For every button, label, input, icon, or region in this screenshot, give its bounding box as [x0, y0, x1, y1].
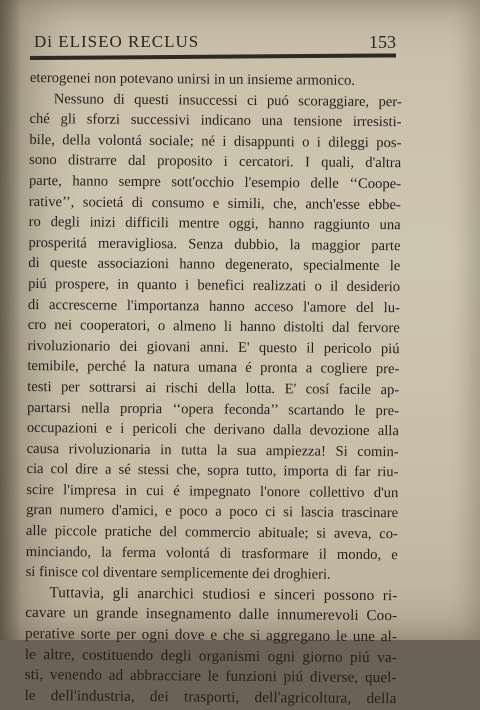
text-line: parte, hanno sempre sott'occhio l'esempio delle ‘‘Coope- — [28, 172, 402, 193]
text-line: rivoluzionario dei giovani anni. E' questo il pericolo piú — [27, 337, 400, 357]
text-line: minciando, la ferma volontá di trasformare il mondo, e — [25, 543, 398, 563]
text-line: testi per sottrarsi ai rischi della lotta. E' cosí facile ap- — [27, 378, 400, 399]
text-line: di queste associazioni hanno degenerato, specialmente le — [28, 255, 401, 275]
text-line: piú prospere, in quanto i benefici realizzati o il desiderio — [28, 275, 401, 296]
text-line: rative’’, societá di consumo e simili, che, anch'esse ebbe- — [28, 193, 401, 213]
text-line: partarsi nella propria ‘‘opera feconda’’ scartando le pre- — [26, 399, 400, 419]
spine-shadow — [0, 0, 22, 640]
running-title: Di ELISEO RECLUS — [34, 32, 200, 51]
text-line: ro degli inizi difficili mentre oggi, hanno raggiunto una — [28, 214, 401, 234]
text-line: Tuttavia, gli anarchici studiosi e sinceri possono ri- — [49, 584, 398, 605]
text-line: Nessuno di questi insuccessi ci puó scoraggiare, per- — [53, 90, 402, 110]
text-line: sti, venendo ad abbracciare le funzioni piú diverse, quel- — [24, 666, 397, 687]
text-line: cro nei cooperatori, o almeno li hanno distolti dal fervore — [27, 317, 400, 337]
text-line: scire l'impresa in cui é impegnato l'onore collettivo d'un — [26, 481, 399, 502]
text-line: le altre, costituendo degli organismi ogni giorno piú va- — [24, 645, 397, 666]
text-line: eterogenei non potevano unirsi in un insieme armonico. — [29, 69, 356, 89]
text-line: ché gli sforzi successivi indicano una tensione irresisti- — [29, 111, 402, 131]
text-line: cavare un grande insegnamento dalle innumerevoli Coo- — [25, 604, 398, 625]
text-line: causa rivoluzionaria in tutta la sua ampiezza! Si comin- — [26, 440, 399, 460]
body-text — [24, 68, 402, 710]
text-line: si finisce col diventare semplicemente dei droghieri. — [25, 564, 331, 583]
header-rule — [30, 53, 396, 60]
text-line: alle piccole pratiche del commercio abituale; si aveva, co- — [25, 523, 399, 543]
text-line: sono distrarre dal proposito i cercatori. I quali, d'altra — [29, 152, 402, 172]
text-line: occupazioni e i pericoli che derivano dalla devozione alla — [26, 420, 399, 440]
text-line: temibile, perché la natura umana é pronta a cogliere pre- — [27, 358, 400, 378]
text-line: bile, della volontá sociale; né i disappunti o i dileggi pos- — [29, 131, 402, 152]
text-line: le dell'industria, dei trasporti, dell'agricoltura, della — [24, 686, 397, 708]
text-line: prosperitá meravigliosa. Senza dubbio, la maggior parte — [28, 234, 401, 254]
text-line: gran numero d'amici, e poco a poco ci si lascia trascinare — [26, 502, 399, 522]
text-line: perative sorte per ogni dove e che si aggregano le une al- — [24, 625, 398, 646]
page-number: 153 — [369, 32, 396, 52]
text-line: di accrescerne l'importanza hanno acceso l'amore del lu- — [27, 296, 400, 316]
text-line: cia col dire a sé stessi che, sopra tutto, importa di far riu- — [26, 461, 399, 481]
